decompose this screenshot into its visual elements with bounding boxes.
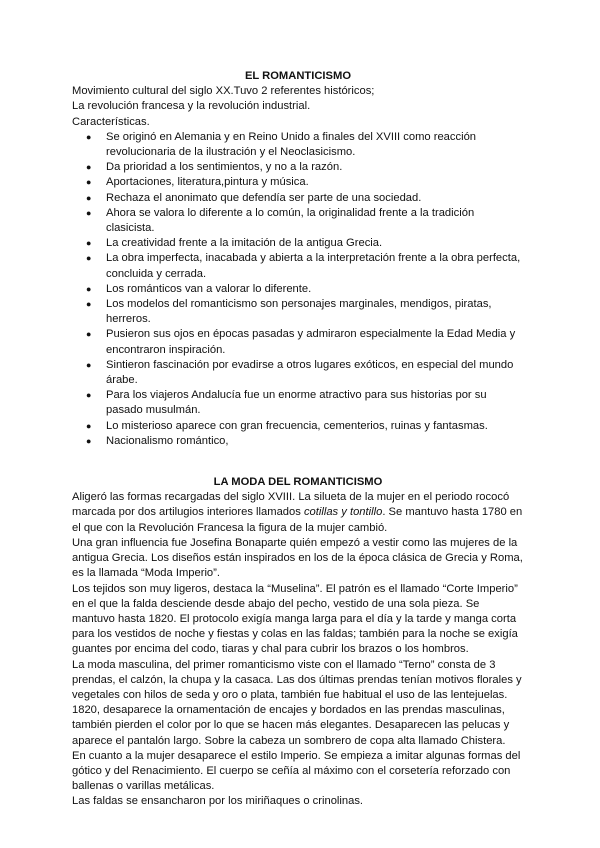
list-item: ● Aportaciones, literatura,pintura y música. (106, 175, 524, 190)
section-spacer (72, 449, 524, 475)
document-page (72, 69, 524, 810)
paragraph-text: Aligeró las formas recargadas del siglo XVIII. La silueta de la mujer en el periodo rococó marcada por dos artilugios interiores llamados (72, 491, 510, 519)
list-item: ● Ahora se valora lo diferente a lo común, la originalidad frente a la tradición clasicista. (106, 206, 524, 236)
paragraph-moda-masculina: La moda masculina, del primer romanticismo viste con el llamado “Terno” consta de 3 prendas, el calzón, la chupa y la casaca. Las dos últimas prendas tenían motivos florales y vegetales con hilos de seda y oro o plata, también fue habitual el uso de las lentejuelas. 1820, desaparece la ornamentación de encajes y bordados en las prendas masculinas, también pierden el color por lo que se hacen más elegantes. Desaparecen las pelucas y aparece el pantalón largo. Sobre la cabeza un sombrero de copa alta llamado Chistera. (72, 658, 522, 747)
paragraph-mujer: En cuanto a la mujer desaparece el estilo Imperio. Se empieza a imitar algunas formas del gótico y del Renacimiento. El cuerpo se ceñía al máximo con el corsetería reforzado con ballenas o varillas metálicas. (72, 749, 521, 793)
intro-line: Características. (72, 115, 150, 128)
characteristics-list (72, 130, 524, 449)
section-title-romanticismo: EL ROMANTICISMO (244, 70, 352, 82)
list-item: ● Los modelos del romanticismo son personajes marginales, mendigos, piratas, herreros. (106, 297, 524, 327)
list-item: ● Pusieron sus ojos en épocas pasadas y admiraron especialmente la Edad Media y encontraron inspiración. (106, 327, 524, 357)
intro-line: Movimiento cultural del siglo XX.Tuvo 2 referentes históricos; (72, 85, 375, 98)
italic-term: cotillas y tontillo (303, 506, 383, 519)
paragraph-rococo (72, 490, 524, 536)
list-item: ● Se originó en Alemania y en Reino Unido a finales del XVIII como reacción revolucionaria de la ilustración y el Neoclasicismo. (106, 130, 524, 160)
list-item: ● Para los viajeros Andalucía fue un enorme atractivo para sus historias por su pasado musulmán. (106, 388, 524, 418)
list-item: ● Los románticos van a valorar lo diferente. (106, 282, 524, 297)
list-item: ● Rechaza el anonimato que defendía ser parte de una sociedad. (106, 191, 524, 206)
paragraph-tejidos: Los tejidos son muy ligeros, destaca la “Muselina”. El patrón es el llamado “Corte Imperio” en el que la falda desciende desde abajo del pecho, vestido de una sola pieza. Se mantuvo hasta 1820. El protocolo exigía manga larga para el día y la tarde y manga corta para los vestidos de noche y fiestas y colas en las faldas; también para la noche se exigía guantes por encima del codo, tiaras y chal para cubrir los brazos o los hombros. (72, 582, 518, 656)
paragraph-josefina: Una gran influencia fue Josefina Bonaparte quién empezó a vestir como las mujeres de la antigua Grecia. Los diseños están inspirados en los de la época clásica de Grecia y Roma, es la llamada “Moda Imperio”. (72, 536, 523, 580)
list-item: ● Sintieron fascinación por evadirse a otros lugares exóticos, en especial del mundo árabe. (106, 358, 524, 388)
paragraph-faldas: Las faldas se ensancharon por los miriñaques o crinolinas. (72, 795, 364, 808)
list-item: ● La obra imperfecta, inacabada y abierta a la interpretación frente a la obra perfecta, concluida y cerrada. (106, 251, 524, 281)
intro-line: La revolución francesa y la revolución industrial. (72, 100, 311, 113)
section-title-moda: LA MODA DEL ROMANTICISMO (213, 476, 383, 489)
list-item: ● Nacionalismo romántico, (106, 434, 524, 449)
list-item: ● La creatividad frente a la imitación de la antigua Grecia. (106, 236, 524, 251)
paragraph-text: . Se mantuvo hasta 1780 en el que con la Revolución Francesa la figura de la mujer cambió. (72, 506, 523, 534)
list-item: ● Lo misterioso aparece con gran frecuencia, cementerios, ruinas y fantasmas. (106, 419, 524, 434)
list-item: ● Da prioridad a los sentimientos, y no a la razón. (106, 160, 524, 175)
